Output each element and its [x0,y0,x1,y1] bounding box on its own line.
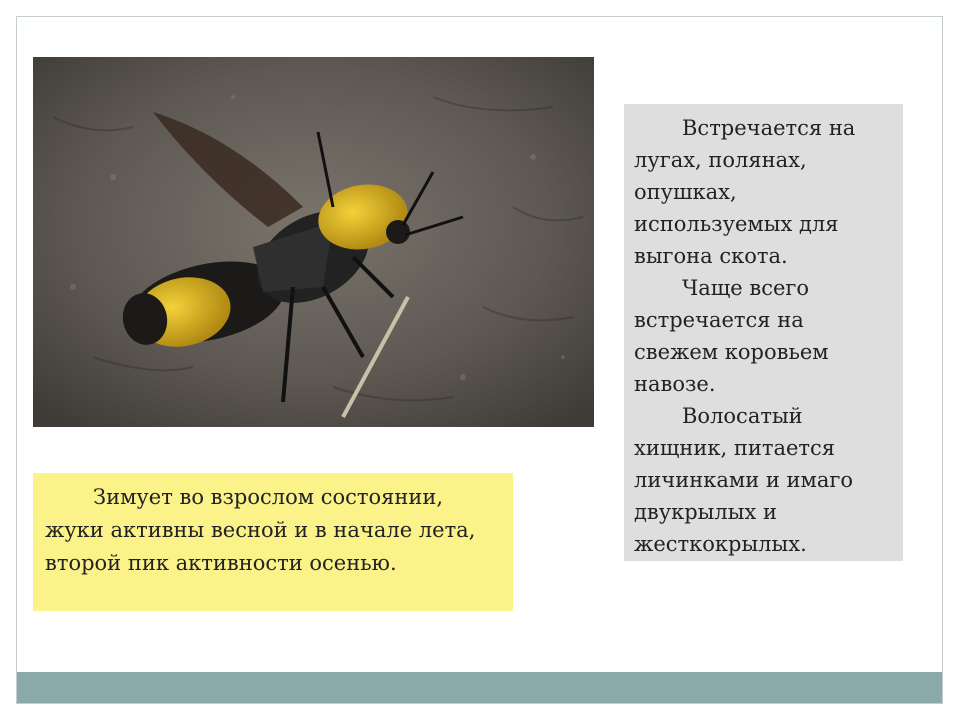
beetle-photo [33,57,594,427]
footer-bar [17,672,942,703]
habitat-paragraph: Встречается на лугах, полянах, опушках, используемых для выгона скота. [634,116,856,268]
diet-paragraph: Волосатый хищник, питается личинками и имаго двукрылых и жесткокрылых. [634,404,854,556]
wintering-note-text: Зимует во взрослом состоянии, жуки активны весной и в начале лета, второй пик активности осенью. [45,485,476,575]
wintering-note-box [33,473,513,611]
habitat-info-box [624,104,903,561]
habitat-paragraph: Чаще всего встречается на свежем коровьем навозе. [634,276,829,396]
beetle-illustration [33,57,594,427]
